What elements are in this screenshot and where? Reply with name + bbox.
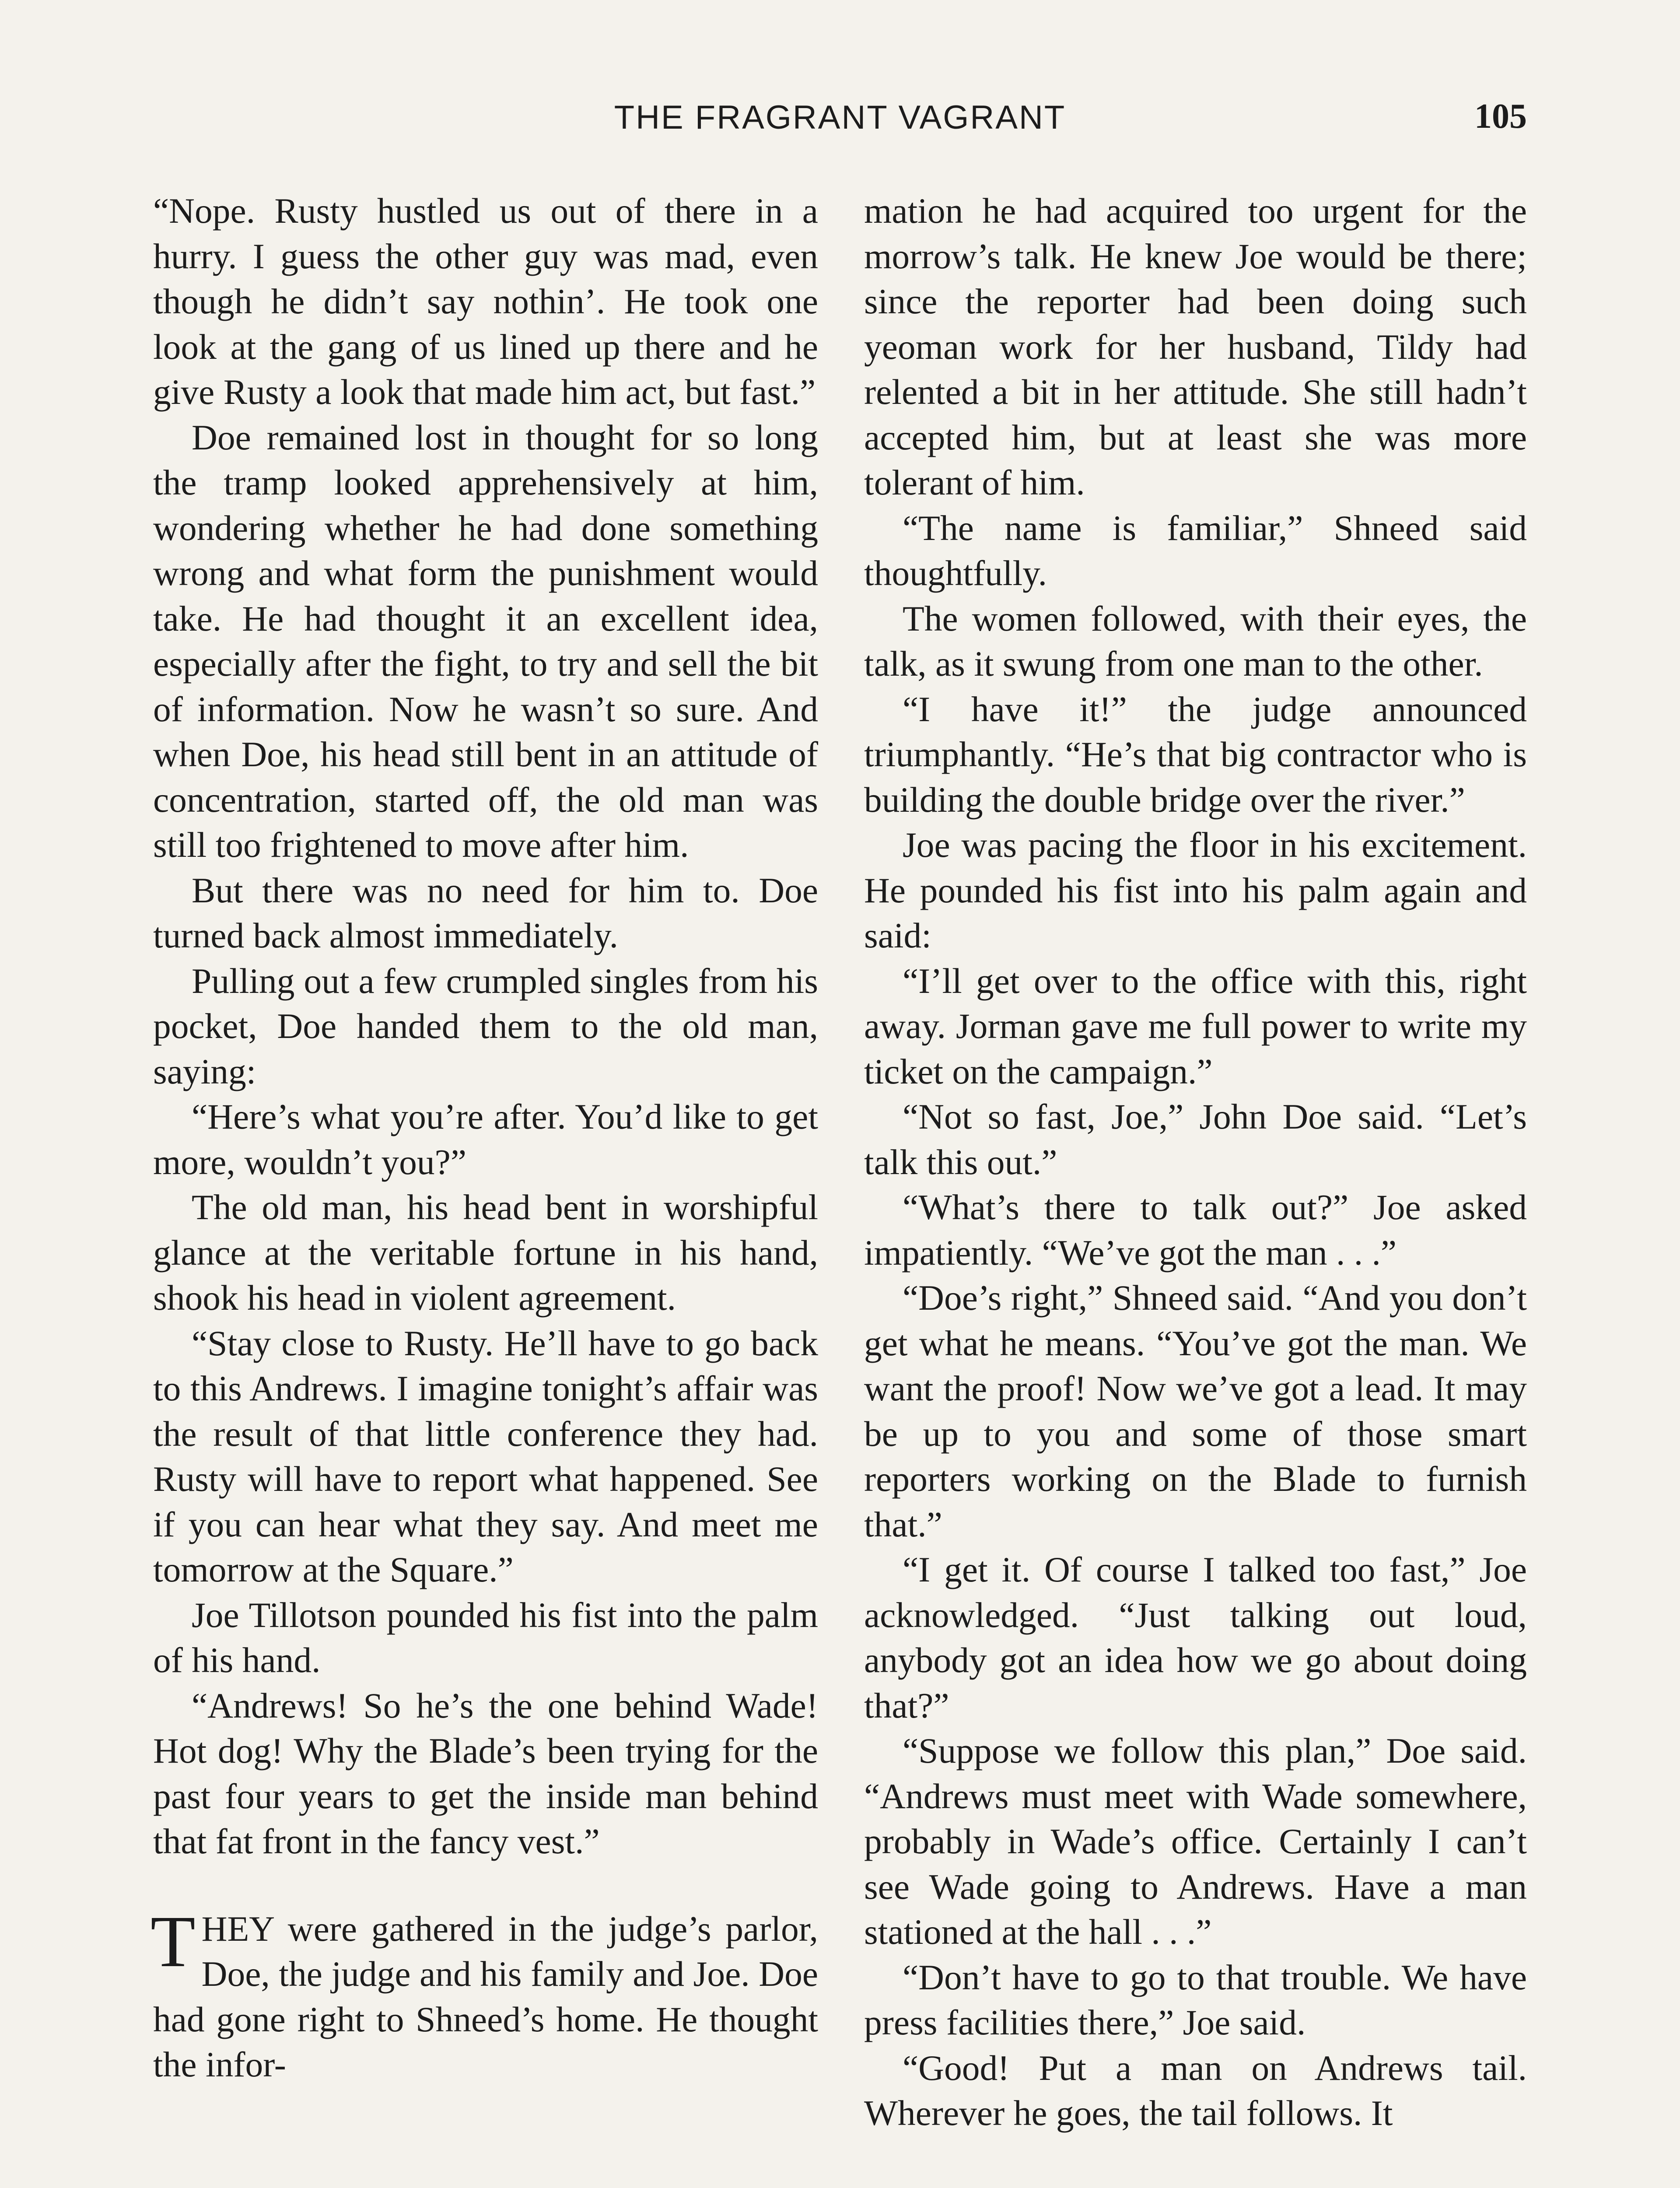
- paragraph: “Suppose we follow this plan,” Doe said. “Andrews must meet with Wade somewhere, probably in Wade’s office. Certainly I can’t see Wade going to Andrews. Have a man stationed at the hall . . .”: [864, 1731, 1527, 1952]
- paragraph: mation he had acquired too urgent for the morrow’s talk. He knew Joe would be there; since the reporter had been doing such yeoman work for her husband, Tildy had relented a bit in her attitude. She still hadn’t accepted him, but at least she was more tolerant of him.: [864, 191, 1527, 502]
- right-column: [864, 188, 1527, 2136]
- left-column: [150, 188, 818, 2087]
- section-opening-paragraph: [150, 1900, 818, 2087]
- page-header: [153, 98, 1527, 151]
- paragraph: “I’ll get over to the office with this, right away. Jorman gave me full power to write my ticket on the campaign.”: [864, 961, 1527, 1091]
- paragraph: Doe remained lost in thought for so long the tramp looked apprehensively at him, wondering whether he had done something wrong and what form the punishment would take. He had thought it an excellent idea, especially after the fight, to try and sell the bit of information. Now he wasn’t so sure. And when Doe, his head still bent in an attitude of concentration, started off, the old man was still too frightened to move after him.: [153, 417, 818, 865]
- paragraph: Joe was pacing the floor in his excitement. He pounded his fist into his palm again and said:: [864, 825, 1527, 955]
- paragraph: Joe Tillotson pounded his fist into the palm of his hand.: [153, 1595, 818, 1680]
- paragraph: “Don’t have to go to that trouble. We have press facilities there,” Joe said.: [864, 1957, 1527, 2042]
- paragraph: But there was no need for him to. Doe turned back almost immediately.: [153, 870, 818, 955]
- running-title: THE FRAGRANT VAGRANT: [614, 99, 1066, 136]
- paragraph: “Good! Put a man on Andrews tail. Wherever he goes, the tail follows. It: [864, 2048, 1527, 2133]
- paragraph: “Doe’s right,” Shneed said. “And you don’t get what he means. “You’ve got the man. We want the proof! Now we’ve got a lead. It may be up to you and some of those smart reporters working on the Blade to furnish that.”: [864, 1278, 1527, 1544]
- paragraph: “Here’s what you’re after. You’d like to get more, wouldn’t you?”: [153, 1097, 818, 1182]
- paragraph: “Nope. Rusty hustled us out of there in a hurry. I guess the other guy was mad, even though he didn’t say nothin’. He took one look at the gang of us lined up there and he give Rusty a look that made him act, but fast.”: [153, 191, 818, 412]
- paragraph: “The name is familiar,” Shneed said thoughtfully.: [864, 508, 1527, 593]
- section-opening-text: HEY were gathered in the judge’s parlor, Doe, the judge and his family and Joe. Doe had gone right to Shneed’s home. He thought the infor-: [153, 1908, 818, 2084]
- drop-cap: T: [150, 1900, 196, 1982]
- paragraph: “Not so fast, Joe,” John Doe said. “Let’s talk this out.”: [864, 1097, 1527, 1182]
- page-number: 105: [1474, 97, 1527, 136]
- paragraph: “Andrews! So he’s the one behind Wade! Hot dog! Why the Blade’s been trying for the past four years to get the inside man behind that fat front in the fancy vest.”: [153, 1685, 818, 1861]
- paragraph: “I get it. Of course I talked too fast,” Joe acknowledged. “Just talking out loud, anybody got an idea how we go about doing that?”: [864, 1550, 1527, 1725]
- paragraph: The women followed, with their eyes, the talk, as it swung from one man to the other.: [864, 598, 1527, 684]
- paragraph: “What’s there to talk out?” Joe asked impatiently. “We’ve got the man . . .”: [864, 1187, 1527, 1273]
- paragraph: The old man, his head bent in worshipful glance at the veritable fortune in his hand, shook his head in violent agreement.: [153, 1187, 818, 1318]
- paragraph: “I have it!” the judge announced triumphantly. “He’s that big contractor who is building the double bridge over the river.”: [864, 689, 1527, 820]
- paragraph: “Stay close to Rusty. He’ll have to go back to this Andrews. I imagine tonight’s affair was the result of that little conference they had. Rusty will have to report what happened. See if you can hear what they say. And meet me tomorrow at the Square.”: [153, 1323, 818, 1589]
- paragraph: Pulling out a few crumpled singles from his pocket, Doe handed them to the old man, saying:: [153, 961, 818, 1091]
